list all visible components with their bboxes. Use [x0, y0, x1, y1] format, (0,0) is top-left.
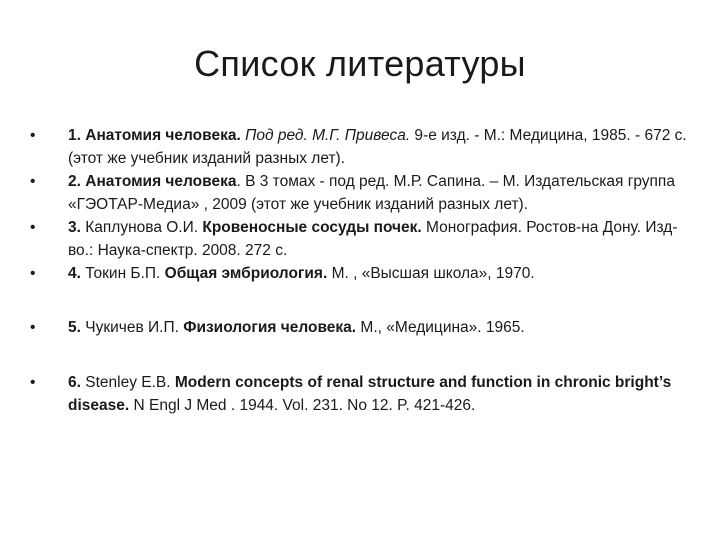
- item-text: [68, 219, 678, 259]
- list-item: [30, 124, 690, 170]
- reference-list: [30, 124, 690, 417]
- item-text: [68, 127, 687, 167]
- bullet-icon: •: [30, 319, 36, 336]
- text-segment: Анатомия человека: [85, 173, 237, 190]
- bullet-icon: •: [30, 173, 36, 190]
- text-segment: Modern concepts of renal structure and function in chronic bright’s disease.: [68, 374, 672, 414]
- text-segment: М., «Медицина». 1965.: [356, 319, 525, 336]
- item-number: 1.: [68, 127, 81, 144]
- text-segment: Общая эмбриология.: [164, 265, 328, 282]
- bullet-icon: •: [30, 127, 36, 144]
- bullet-icon: •: [30, 265, 36, 282]
- text-segment: Токин Б.П.: [85, 265, 165, 282]
- bullet-icon: •: [30, 374, 36, 391]
- item-number: 3.: [68, 219, 81, 236]
- list-item: [30, 371, 690, 417]
- item-number: 6.: [68, 374, 81, 391]
- item-number: 4.: [68, 265, 81, 282]
- text-segment: Кровеносные сосуды почек.: [202, 219, 422, 236]
- item-text: [85, 265, 534, 282]
- text-segment: Каплунова О.И.: [85, 219, 203, 236]
- page-title: Список литературы: [194, 43, 526, 84]
- item-number: 5.: [68, 319, 81, 336]
- bullet-icon: •: [30, 219, 36, 236]
- item-text: [68, 374, 671, 414]
- text-segment: . В 3 томах - под ред. М.Р. Сапина. – М. Издательская группа «ГЭОТАР-Медиа» , 2009 (этот же учебник изданий разных лет).: [68, 173, 675, 213]
- text-segment: Физиология человека.: [183, 319, 357, 336]
- text-segment: Чукичев И.П.: [85, 319, 184, 336]
- text-segment: 9-е изд. - М.: Медицина, 1985. - 672 с. (этот же учебник изданий разных лет).: [68, 127, 687, 167]
- item-text: [68, 173, 675, 213]
- text-segment: Stenley E.B.: [85, 374, 175, 391]
- item-text: [85, 319, 524, 336]
- text-segment: N Engl J Med . 1944. Vol. 231. No 12. P. 421-426.: [129, 397, 476, 414]
- text-segment: Анатомия человека.: [85, 127, 241, 144]
- list-item: [30, 170, 690, 216]
- list-item: [30, 316, 690, 339]
- text-segment: Под ред. М.Г. Привеса.: [245, 127, 411, 144]
- text-segment: М. , «Высшая школа», 1970.: [327, 265, 535, 282]
- text-segment: Монография. Ростов-на Дону. Изд-во.: Наука-спектр. 2008. 272 с.: [68, 219, 678, 259]
- item-number: 2.: [68, 173, 81, 190]
- list-item: [30, 262, 690, 285]
- list-item: [30, 216, 690, 262]
